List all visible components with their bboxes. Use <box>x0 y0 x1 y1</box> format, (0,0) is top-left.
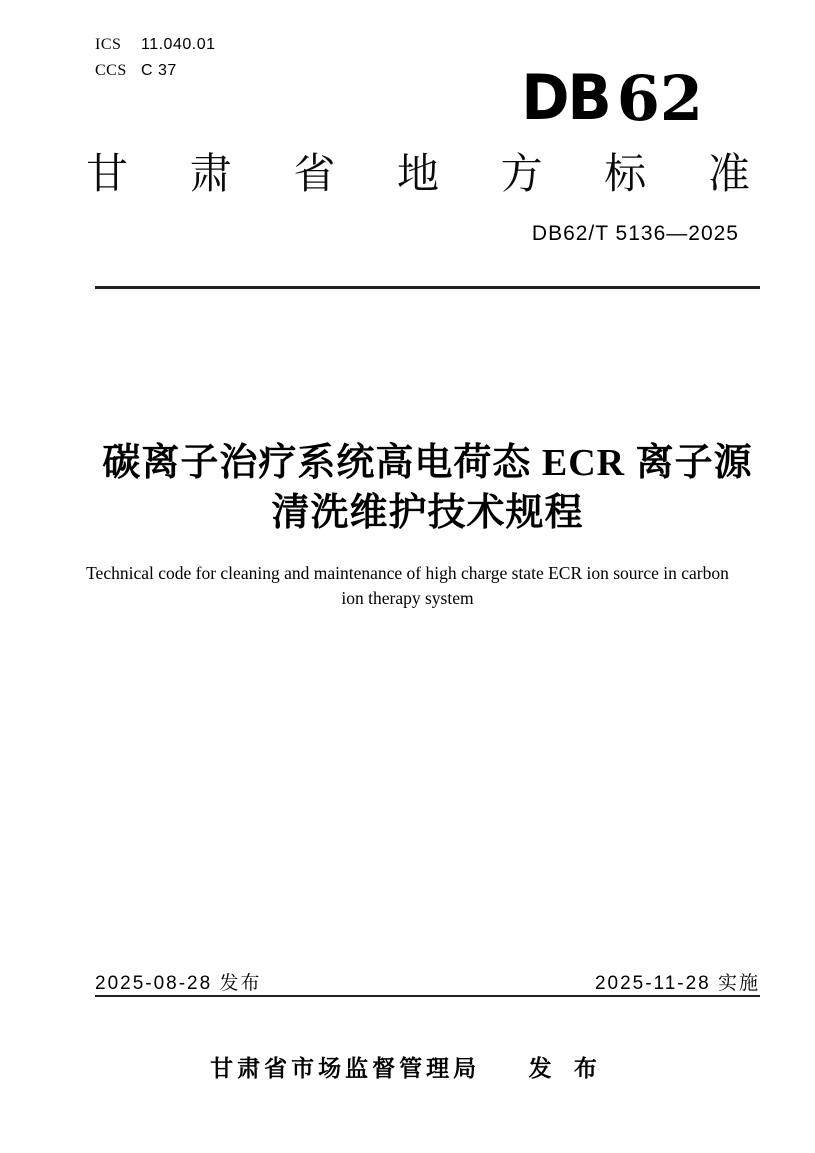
publisher-name: 甘肃省市场监督管理局 <box>210 1055 481 1081</box>
ccs-row <box>95 58 216 84</box>
classification-codes <box>95 32 216 84</box>
ccs-label: CCS <box>95 62 127 79</box>
standard-number: DB62/T 5136—2025 <box>531 222 739 245</box>
english-title: Technical code for cleaning and maintenance of high charge state ECR ion source in carbon ion therapy system <box>86 563 729 608</box>
date-row <box>95 968 760 995</box>
top-divider-rule <box>95 286 760 289</box>
bottom-divider-rule <box>95 995 760 997</box>
ics-code: 11.040.01 <box>141 36 216 53</box>
db62-logo-prefix: DB <box>521 60 610 134</box>
db62-logo-region-code: 62 <box>616 62 703 135</box>
ics-row <box>95 32 216 58</box>
db62-logo <box>521 62 703 135</box>
title-line-1: 碳离子治疗系统高电荷态 ECR 离子源 <box>102 442 753 484</box>
title-line-2: 清洗维护技术规程 <box>271 492 584 534</box>
ccs-code: C 37 <box>141 62 177 79</box>
implementation-date: 2025-11-28 实施 <box>594 973 760 994</box>
publisher-row <box>0 1050 815 1083</box>
ics-label: ICS <box>95 36 122 53</box>
document-title <box>95 438 760 538</box>
publish-action-label: 发 布 <box>528 1055 605 1081</box>
issue-date: 2025-08-28 发布 <box>95 973 262 994</box>
standard-type-heading: 甘 肃 省 地 方 标 准 <box>86 150 750 197</box>
